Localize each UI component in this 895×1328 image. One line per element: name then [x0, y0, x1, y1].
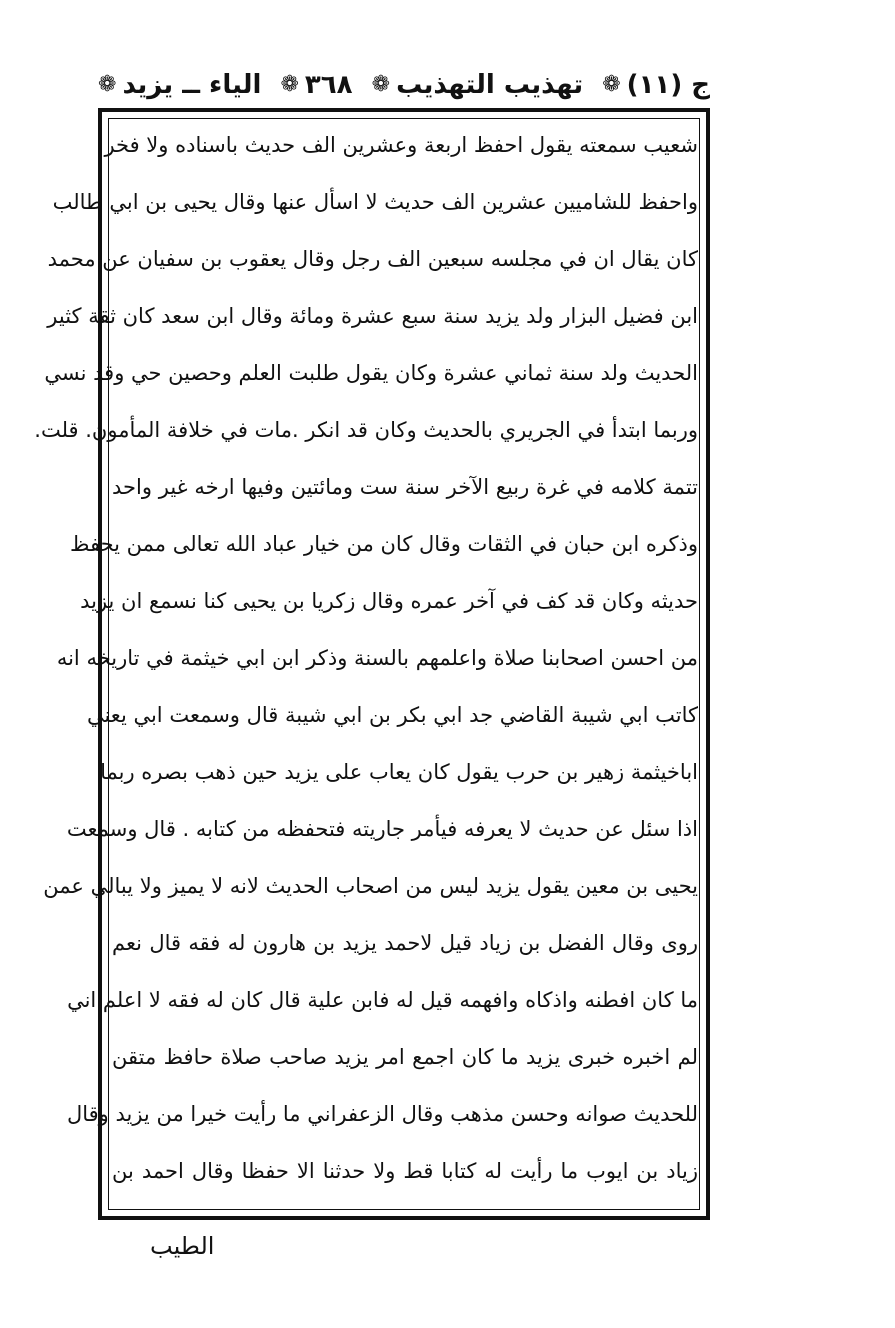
text-line: كاتب ابي شيبة القاضي جد ابي بكر بن ابي شيبة قال وسمعت ابي يعني	[86, 703, 698, 727]
section-title: الياء ــ يزيد	[122, 70, 262, 100]
text-line: كان يقال ان في مجلسه سبعين الف رجل وقال يعقوب بن سفيان عن محمد	[47, 247, 698, 271]
text-body	[34, 118, 698, 1208]
text-line: وربما ابتدأ في الجريري بالحديث وكان قد انكر .مات في خلافة المأمون. قلت.	[34, 418, 698, 442]
text-line: لم اخبره خبرى يزيد ما كان اجمع امر يزيد صاحب صلاة حافظ متقن	[112, 1045, 698, 1069]
text-line: حديثه وكان قد كف في آخر عمره وقال زكريا بن يحيى كنا نسمع ان يزيد	[80, 589, 698, 613]
ornament-icon: ❁	[98, 72, 117, 97]
ornament-icon: ❁	[602, 72, 621, 97]
text-line: زياد بن ايوب ما رأيت له كتابا قط ولا حدثنا الا حفظا وقال احمد بن	[112, 1159, 698, 1183]
volume-label: ج (١١)	[626, 70, 710, 100]
text-line: روى وقال الفضل بن زياد قيل لاحمد يزيد بن هارون له فقه قال نعم	[112, 931, 698, 955]
ornament-icon: ❁	[280, 72, 299, 97]
text-line: من احسن اصحابنا صلاة واعلمهم بالسنة وذكر ابن ابي خيثمة في تاريخه انه	[56, 646, 698, 670]
text-line: يحيى بن معين يقول يزيد ليس من اصحاب الحديث لانه لا يميز ولا يبالي عمن	[43, 874, 698, 898]
text-line: الحديث ولد سنة ثماني عشرة وكان يقول طلبت العلم وحصين حي وقد نسي	[44, 361, 698, 385]
page-header	[98, 62, 710, 108]
header-volume	[602, 70, 710, 100]
page-number: ٣٦٨	[304, 70, 353, 100]
text-line: للحديث صوانه وحسن مذهب وقال الزعفراني ما رأيت خيرا من يزيد وقال	[66, 1102, 698, 1126]
ornament-icon: ❁	[371, 72, 391, 97]
header-page-number	[280, 70, 352, 100]
text-line: تتمة كلامه في غرة ربيع الآخر سنة ست ومائتين وفيها ارخه غير واحد	[112, 475, 698, 499]
text-line: اذا سئل عن حديث لا يعرفه فيأمر جاريته فتحفظه من كتابه . قال وسمعت	[66, 817, 698, 841]
header-book-title	[372, 70, 583, 100]
text-line: واحفظ للشاميين عشرين الف حديث لا اسأل عنها وقال يحيى بن ابي طالب	[52, 190, 698, 214]
text-line: شعيب سمعته يقول احفظ اربعة وعشرين الف حديث باسناده ولا فخر	[104, 133, 698, 157]
text-line: ابن فضيل البزار ولد يزيد سنة سبع عشرة ومائة وقال ابن سعد كان ثقة كثير	[47, 304, 698, 328]
text-line: اباخيثمة زهير بن حرب يقول كان يعاب على يزيد حين ذهب بصره ربما	[100, 760, 698, 784]
text-line: ما كان افطنه واذكاه وافهمه قيل له فابن علية قال كان له فقه لا اعلم اني	[67, 988, 698, 1012]
catchword: الطيب	[150, 1232, 215, 1260]
book-title: تهذيب التهذيب	[396, 70, 584, 100]
header-section	[98, 70, 261, 100]
text-line: وذكره ابن حبان في الثقات وقال كان من خيار عباد الله تعالى ممن يحفظ	[70, 532, 698, 556]
